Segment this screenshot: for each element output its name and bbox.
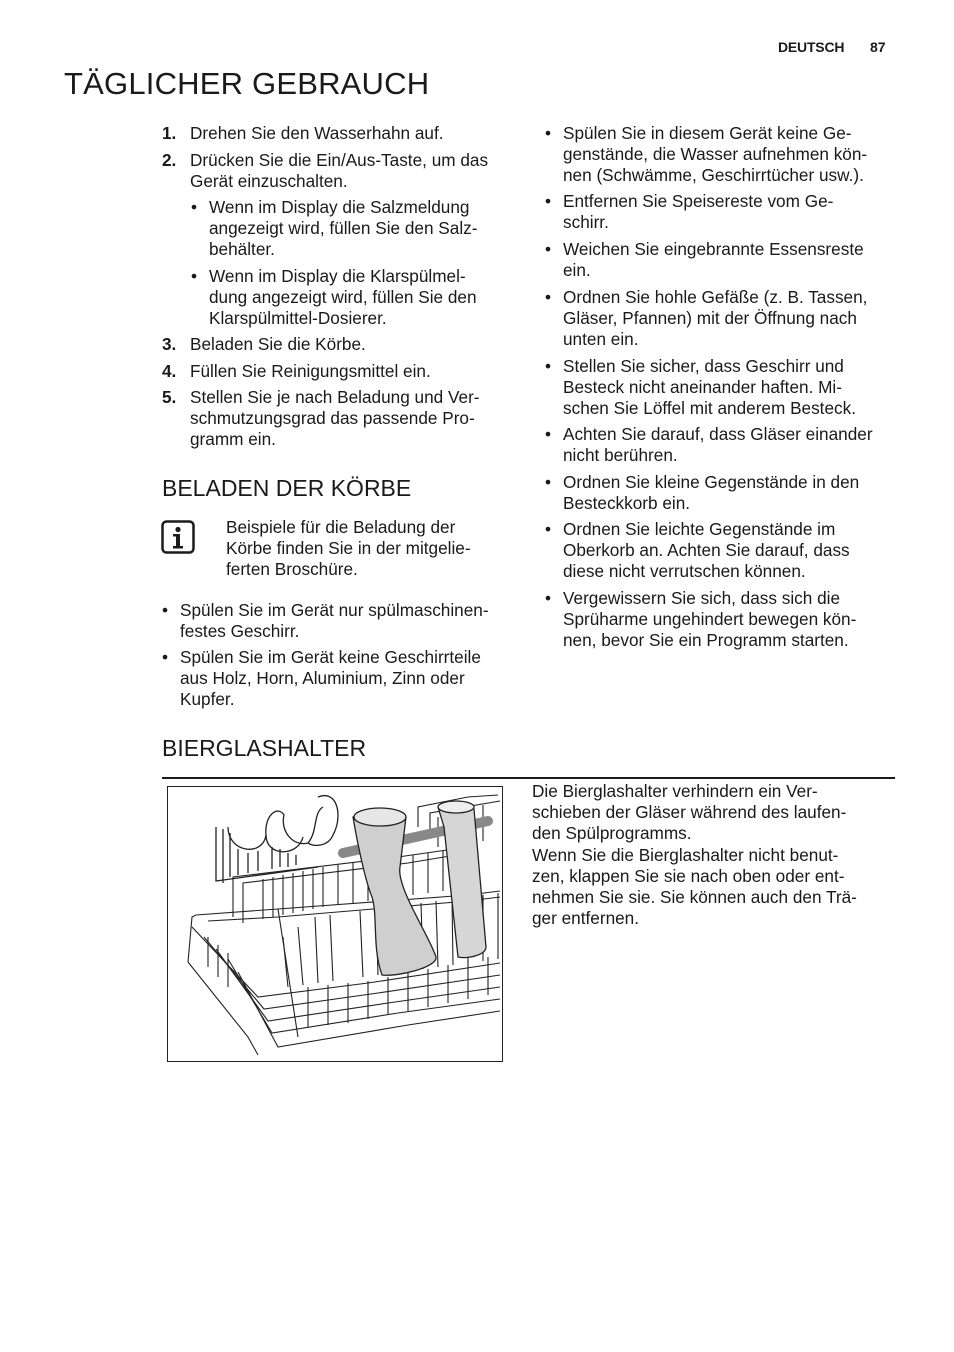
step2-bullet [209,197,477,261]
step-number: 1. [162,123,177,143]
bullet-dot: • [545,239,552,259]
bullet-dot: • [162,647,169,667]
step2-bullet-line: angezeigt wird, füllen Sie den Salz- [209,218,478,239]
bullet-dot: • [545,472,552,492]
right-bullet-line: Oberkorb an. Achten Sie darauf, dass [563,540,850,561]
beer-glass-holder-illustration [167,786,503,1062]
step2-bullet-line: Wenn im Display die Salzmeldung [209,197,470,217]
right-bullet-line: Vergewissern Sie sich, dass sich die [563,588,841,608]
right-bullet-line: Ordnen Sie leichte Gegenstände im [563,519,836,539]
right-bullet-line: Besteck nicht aneinander haften. Mi- [563,377,842,398]
bullet-dot: • [545,287,552,307]
bierglashalter-text [532,781,857,929]
bierglashalter-text-line: nehmen Sie sie. Sie können auch den Trä- [532,887,857,908]
right-bullet-line: unten ein. [563,329,639,350]
step-text [190,387,480,451]
step-text-line: Gerät einzuschalten. [190,171,348,192]
right-bullet [563,287,867,351]
step-number: 2. [162,150,177,170]
step-text-line: Drücken Sie die Ein/Aus-Taste, um das [190,150,489,170]
bierglashalter-text-line: Die Bierglashalter verhindern ein Ver- [532,781,818,801]
right-bullet [563,123,867,187]
beladen-bullet [180,600,489,642]
beladen-bullet [180,647,481,711]
right-bullet-line: Achten Sie darauf, dass Gläser einander [563,424,873,444]
right-bullet-line: Gläser, Pfannen) mit der Öffnung nach [563,308,857,329]
right-bullet-line: diese nicht verrutschen können. [563,561,806,582]
right-bullet-line: Weichen Sie eingebrannte Essensreste [563,239,864,259]
bullet-dot: • [545,519,552,539]
step-text-line: Füllen Sie Reinigungsmittel ein. [190,361,431,381]
info-icon [161,520,195,554]
right-bullet-line: Stellen Sie sicher, dass Geschirr und [563,356,844,376]
page-number: 87 [870,39,886,55]
right-bullet [563,588,856,652]
bierglashalter-text-line: schieben der Gläser während des laufen- [532,802,847,823]
right-bullet [563,519,850,583]
bierglashalter-text-line: Wenn Sie die Bierglashalter nicht benut- [532,844,839,865]
step2-bullet-line: dung angezeigt wird, füllen Sie den [209,287,477,308]
step2-bullet-line: Klarspülmittel-Dosierer. [209,308,387,329]
info-note-text [226,517,471,581]
step-text [190,361,431,382]
right-bullet-line: genstände, die Wasser aufnehmen kön- [563,144,868,165]
header-language: DEUTSCH [778,39,845,55]
beladen-bullet-line: Spülen Sie im Gerät keine Geschirrteile [180,647,481,667]
step-number: 5. [162,387,177,407]
bierglashalter-text-line: ger entfernen. [532,908,640,929]
right-bullet-line: Entfernen Sie Speisereste vom Ge- [563,191,834,211]
beladen-bullet-line: Spülen Sie im Gerät nur spülmaschinen- [180,600,489,620]
right-bullet-line: schirr. [563,212,609,233]
info-note-text-line: Körbe finden Sie in der mitgelie- [226,538,471,559]
bullet-dot: • [191,266,198,286]
step-text-line: Drehen Sie den Wasserhahn auf. [190,123,444,143]
page-title: TÄGLICHER GEBRAUCH [64,66,430,101]
bullet-dot: • [162,600,169,620]
heading-bierglashalter: BIERGLASHALTER [162,735,367,761]
beladen-bullet-line: aus Holz, Horn, Aluminium, Zinn oder [180,668,465,689]
right-bullet-line: schen Sie Löffel mit anderem Besteck. [563,398,856,419]
bierglashalter-text-line: zen, klappen Sie sie nach oben oder ent- [532,865,845,886]
bullet-dot: • [545,588,552,608]
step-text-line: gramm ein. [190,429,276,450]
step2-bullet-line: Wenn im Display die Klarspülmel- [209,266,466,286]
step-number: 3. [162,334,177,354]
right-bullet-line: nicht berühren. [563,445,678,466]
info-note-text-line: ferten Broschüre. [226,559,358,580]
step-text [190,334,366,355]
right-bullet-line: nen (Schwämme, Geschirrtücher usw.). [563,165,864,186]
beladen-bullet-line: festes Geschirr. [180,621,300,642]
step-text-line: schmutzungsgrad das passende Pro- [190,408,475,429]
right-bullet-line: Besteckkorb ein. [563,493,691,514]
right-bullet-line: Ordnen Sie kleine Gegenstände in den [563,472,860,492]
bullet-dot: • [545,356,552,376]
right-bullet-line: Spülen Sie in diesem Gerät keine Ge- [563,123,852,143]
bullet-dot: • [545,123,552,143]
right-bullet [563,472,859,514]
beladen-bullet-line: Kupfer. [180,689,235,710]
right-bullet [563,356,856,420]
bullet-dot: • [545,191,552,211]
right-bullet-line: Ordnen Sie hohle Gefäße (z. B. Tassen, [563,287,868,307]
step-text [190,123,444,144]
bullet-dot: • [191,197,198,217]
step-text-line: Beladen Sie die Körbe. [190,334,366,354]
step2-bullet-line: behälter. [209,239,275,260]
info-note-text-line: Beispiele für die Beladung der [226,517,456,537]
right-bullet-line: nen, bevor Sie ein Programm starten. [563,630,849,651]
bierglashalter-text-line: den Spülprogramms. [532,823,692,844]
step2-bullet [209,266,477,330]
right-bullet-line: Sprüharme ungehindert bewegen kön- [563,609,857,630]
right-bullet-line: ein. [563,260,591,281]
right-bullet [563,191,833,233]
step-text-line: Stellen Sie je nach Beladung und Ver- [190,387,480,407]
step-number: 4. [162,361,177,381]
step-text [190,150,488,192]
right-bullet [563,424,873,466]
heading-beladen: BELADEN DER KÖRBE [162,475,412,501]
bullet-dot: • [545,424,552,444]
right-bullet [563,239,864,281]
section-rule [162,777,895,779]
